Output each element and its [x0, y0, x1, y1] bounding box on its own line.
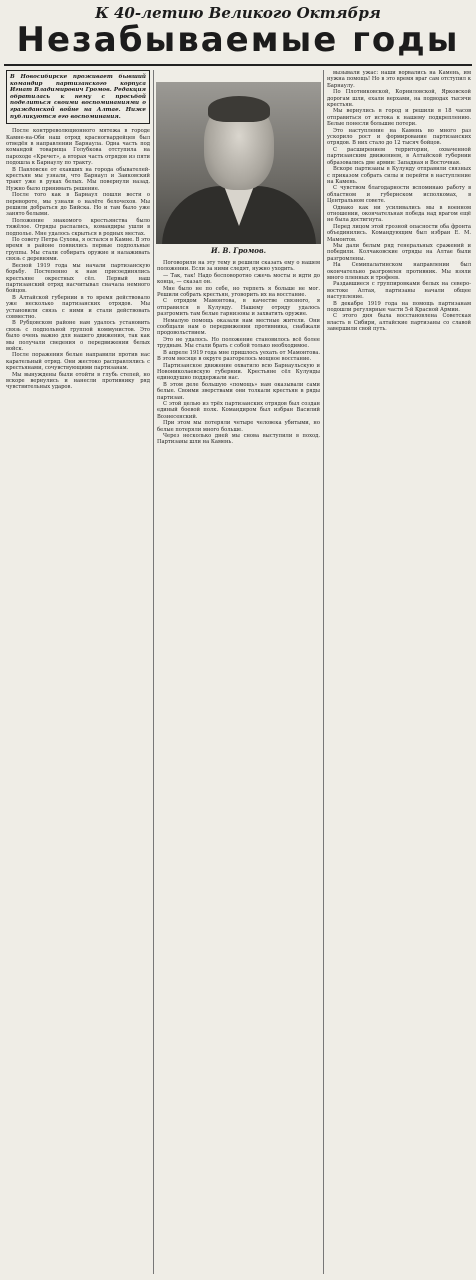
paragraph: Раздавшиеся с группировками белых на северо-востоке Алтая, партизаны начали общее наступление.	[327, 281, 471, 301]
portrait-photo	[156, 82, 321, 244]
column-3-text	[327, 70, 471, 333]
paragraph: С чувством благодарности вспоминаю работу в областном и губернском исполкомах, в Центральном совете.	[327, 185, 471, 205]
paragraph: Положение знакомого крестьянства было тяжёлое. Отряды распались, командиры ушли в подполье. Мне удалось скрыться в родных местах.	[6, 217, 150, 237]
intro-box: В Новосибирске проживает бывший командир партизанского корпуса Игнат Владимирович Громов. Редакция обратилась к нему с просьбой поделиться своими воспоминаниями о гражданской войне на Алтае. Ниже публикуются его воспоминания.	[6, 70, 150, 124]
paragraph: По Плотниковской, Корниловской, Ярковской дорогам шли, ехали верхами, на подводах тысячи крестьян.	[327, 89, 471, 109]
paragraph: По совету Петра Сухова, я остался в Камне. В это время в районе появились первые подпольные группы. Мы стали собирать оружие и налаживать связь с деревнями.	[6, 237, 150, 263]
paragraph: После контрреволюционного мятежа в городе Камне-на-Оби наш отряд красногвардейцев был отведён в направлении Барнаула. Одна часть под командой товарища Голубкова отступила на пароходе «Кречет», а вторая часть отрядов из пяти подошла к Барнаулу по тракту.	[6, 128, 150, 167]
column-3	[327, 70, 471, 1274]
paragraph: — Так, так! Надо бесповоротно сжечь мосты и идти до конца, — сказал он.	[157, 272, 320, 286]
column-1	[6, 70, 150, 1274]
column-2	[157, 260, 320, 1274]
column-divider	[153, 70, 154, 1274]
paragraph: вызывали ужас: наши ворвались на Камень, им нужна помощь! Но в это время враг сам отступил к Барнаулу.	[327, 70, 471, 89]
paragraph: С этой целью из трёх партизанских отрядов был создан единый боевой полк. Командиром был избран Василий Вознесенский.	[157, 400, 320, 420]
column-1-text	[6, 128, 150, 391]
paragraph: Весной 1919 года мы начали партизанскую борьбу. Постепенно к нам присоединялись крестьяне окрестных сёл. Первый наш партизанский отряд насчитывал сначала немного бойцов.	[6, 262, 150, 295]
rubric: К 40-летию Великого Октября	[95, 4, 381, 22]
column-divider	[323, 70, 324, 1274]
paragraph: Мы дали белым ряд генеральных сражений и победили. Колчаковские отряды на Алтае были разгромлены.	[327, 242, 471, 262]
paragraph: Мы вернулись в город и решили в 18 часов отправиться от истока к нашему подкреплению. Белые понесли большие потери.	[327, 108, 471, 128]
paragraph: Мне было не по себе, но терпеть я больше не мог. Решили собрать крестьян, уговорить их на восстание.	[157, 285, 320, 299]
paragraph: В апреле 1919 года мне пришлось уехать от Мамонтова. В этом месяце в округе разгорелось мощное восстание.	[157, 349, 320, 363]
paragraph: Перед лицом этой грозной опасности оба фронта объединились. Командующим был избран Е. М. Мамонтов.	[327, 223, 471, 243]
header-rule	[4, 64, 472, 66]
paragraph: Это наступление на Камень во много раз ускорило рост и формирование партизанских отрядов. В них стало до 12 тысяч бойцов.	[327, 127, 471, 147]
paragraph: После поражения белые направили против нас карательный отряд. Они жестоко расправлялись с крестьянами, сочувствующими партизанам.	[6, 352, 150, 372]
paragraph: В Алтайской губернии в то время действовало уже несколько партизанских отрядов. Мы установили связь с ними и стали действовать совместно.	[6, 294, 150, 320]
photo-caption: И. В. Громов.	[210, 246, 267, 255]
paragraph: При этом мы потеряли четыре человека убитыми, но белые потеряли много больше.	[157, 420, 320, 433]
paragraph: В декабре 1919 года на помощь партизанам подошли регулярные части 5-й Красной Армии.	[327, 300, 471, 314]
paragraph: В этом деле большую «помощь» нам оказывали сами белые. Своими зверствами они толкали крестьян в ряды партизан.	[157, 381, 320, 401]
paragraph: Вскоре партизаны в Кулунду отправили связных с приказом собрать силы и перейти в наступление на Камень.	[327, 166, 471, 185]
paragraph: С этого дня была восстановлена Советская власть в Сибири, алтайские партизаны со славой завершили свой путь.	[327, 313, 471, 333]
headline: Незабываемые годы	[16, 20, 460, 60]
paragraph: С отрядом Мамонтова, в качестве связного, я отправился в Кулунду. Нашему отряду удалось разгромить там белые гарнизоны и захватить оружие.	[157, 298, 320, 318]
paragraph: Однако как ни усиливались мы в военном отношении, окончательная победа над врагом ещё не была достигнута.	[327, 204, 471, 224]
paragraph: Поговорили на эту тему и решили сказать ему о нашем положении. Если за ними следят, нужно уходить.	[157, 260, 320, 273]
paragraph: После того как в Барнаул пошли вести о перевороте, мы узнали о налёте белочехов. Мы решили добраться до Бийска. Но и там было уже занято белыми.	[6, 192, 150, 218]
paragraph: Мы вынуждены были отойти в глубь степей, но вскоре вернулись и нанесли противнику ряд чувствительных ударов.	[6, 371, 150, 391]
paragraph: С расширением территории, охваченной партизанским движением, в Алтайской губернии образовались две армии: Западная и Восточная.	[327, 146, 471, 166]
paragraph: Немалую помощь оказали нам местные жители. Они сообщали нам о передвижении противника, снабжали продовольствием.	[157, 317, 320, 337]
paragraph: На Семипалатинском направлении был окончательно разгромлен противник. Мы взяли много пленных и трофеев.	[327, 262, 471, 281]
paragraph: Это не удалось. Но положение становилось всё более трудным. Мы стали брать с собой только необходимое.	[157, 336, 320, 350]
paragraph: Партизанское движение охватило всю Барнаульскую и Новониколаевскую губернии. Крестьяне сёл Кулунды единодушно поддержали нас.	[157, 362, 320, 382]
paragraph: Через несколько дней мы снова выступили в поход. Партизаны шли на Камень.	[157, 432, 320, 446]
paragraph: В Рубцовском районе нам удалось установить связь с подпольной группой коммунистов. Это было очень важно для нашего движения, так как мы получали сведения о передвижении белых войск.	[6, 320, 150, 352]
column-2-text	[157, 260, 320, 446]
paragraph: В Павловске от ехавших на города обывателей-крестьян мы узнали, что Барнаул и Заиковский тракт уже в руках белых. Мы повернули назад. Нужно было принимать решение.	[6, 166, 150, 192]
